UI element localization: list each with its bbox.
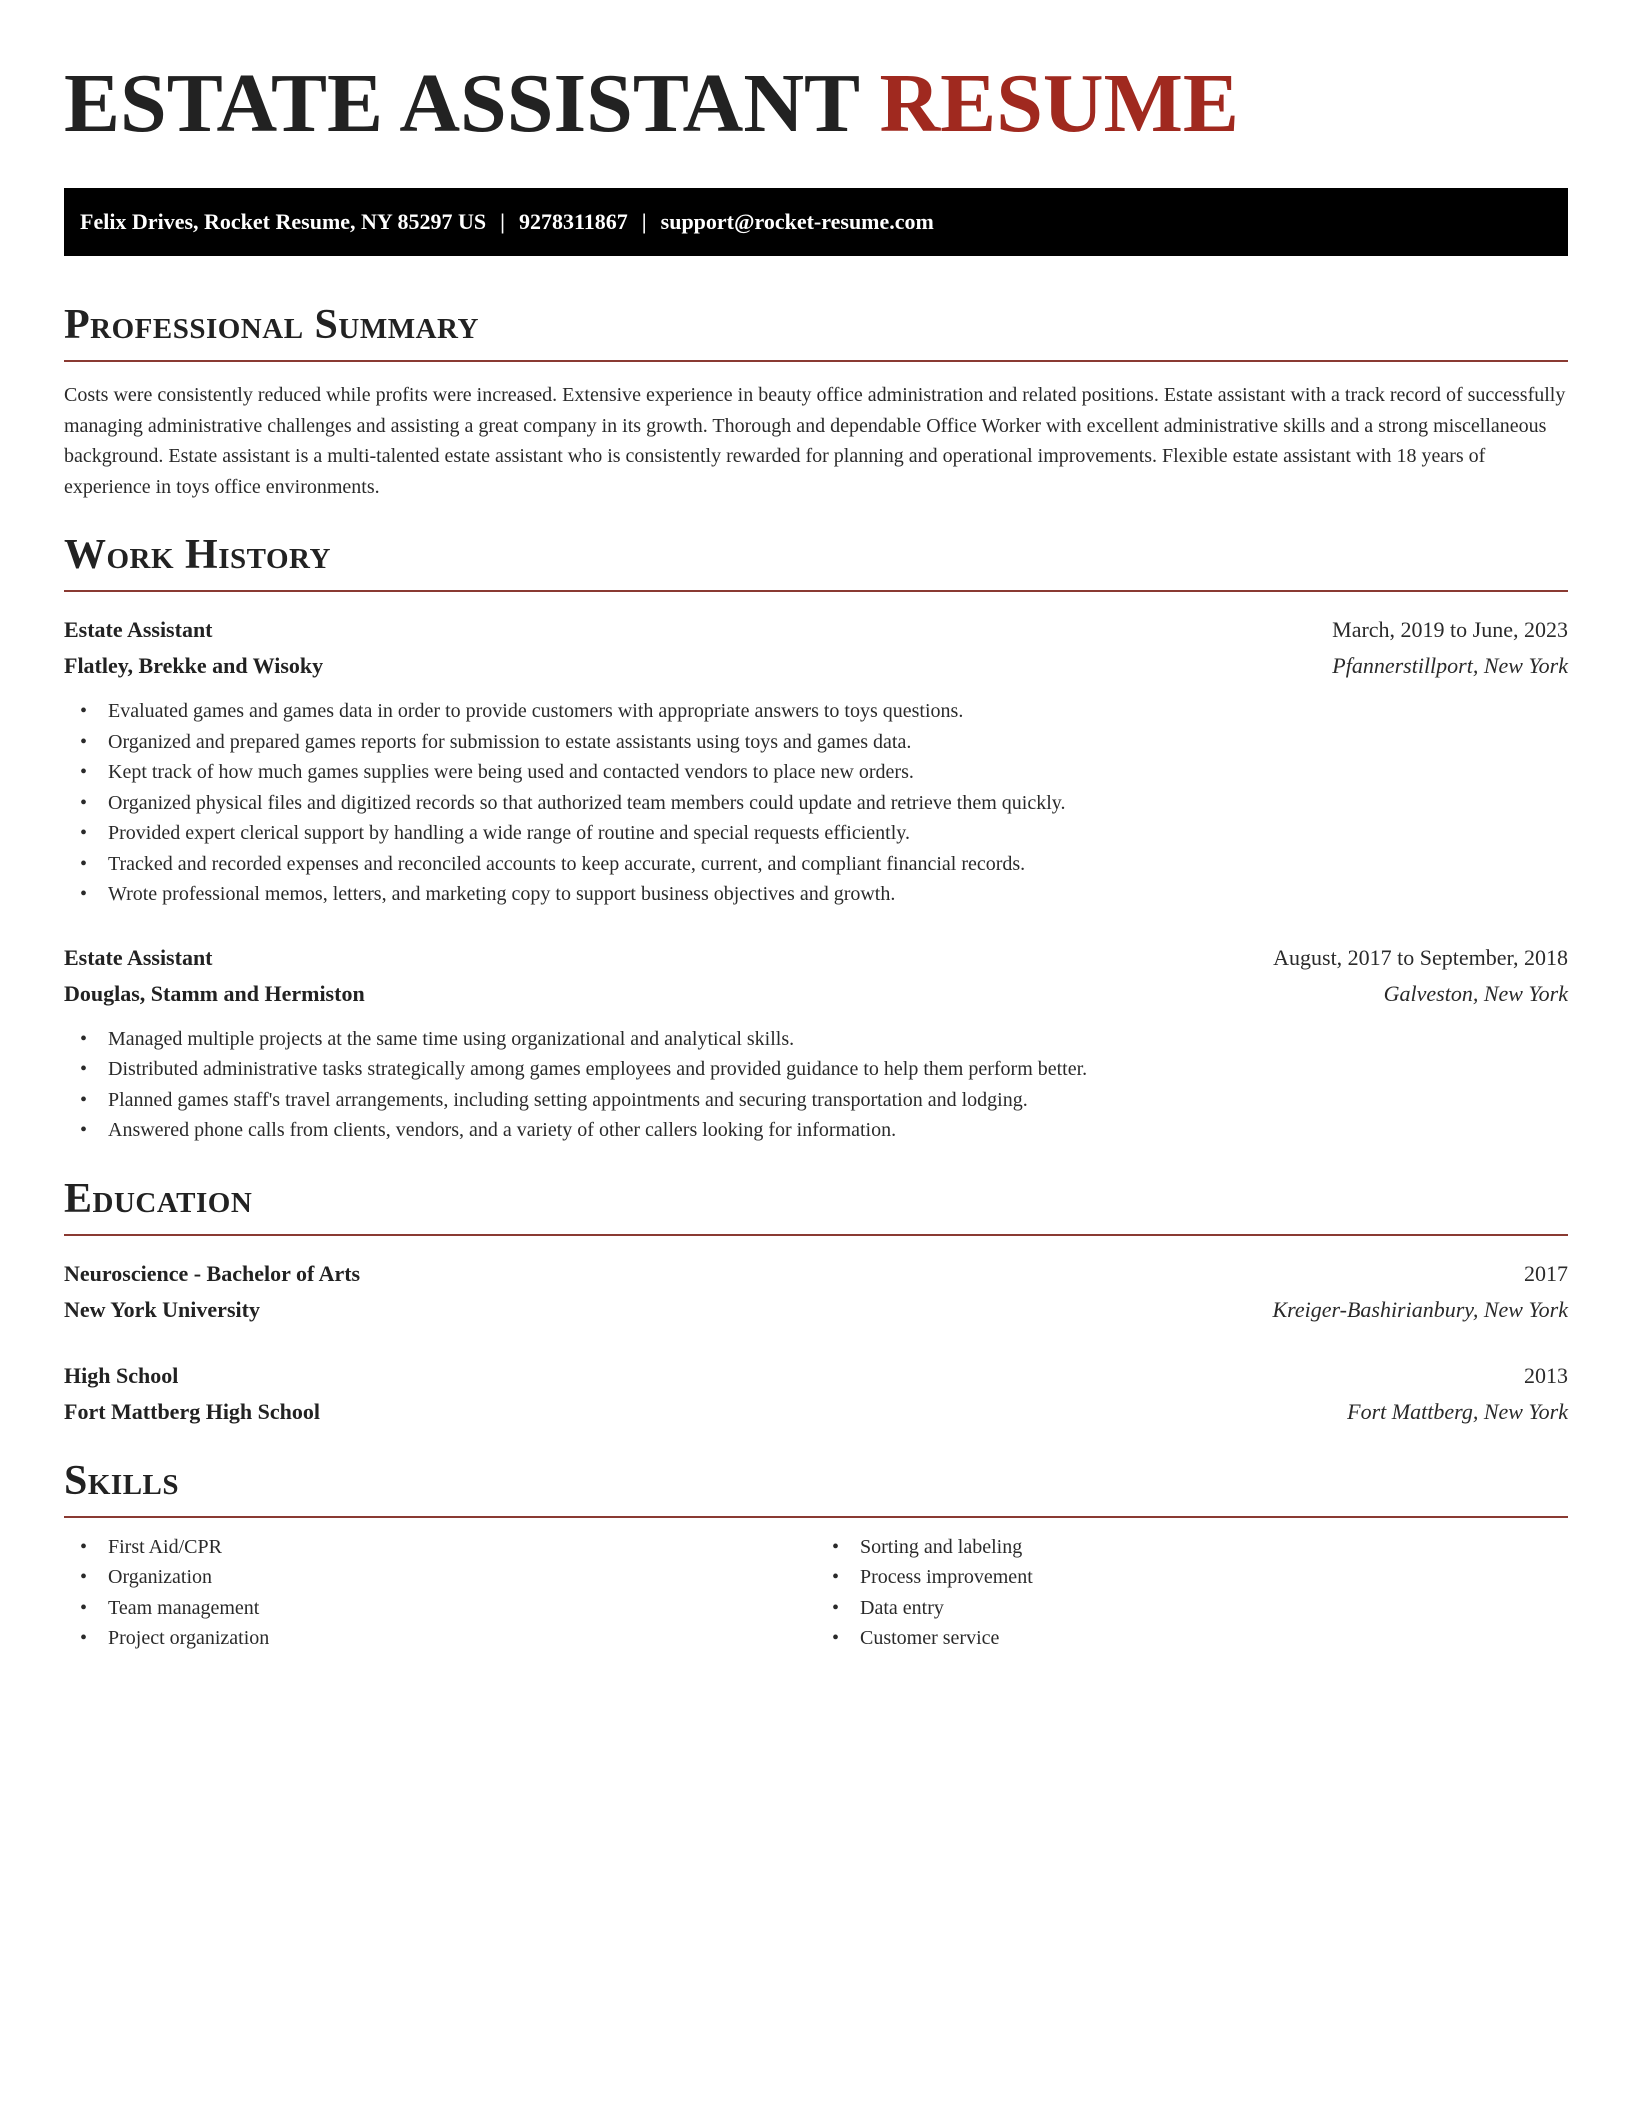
job-header-row xyxy=(64,612,1568,648)
list-item xyxy=(80,1054,1568,1085)
education-degree: Neuroscience - Bachelor of Arts xyxy=(64,1260,361,1286)
section-divider xyxy=(64,1516,1568,1518)
contact-email: support@rocket-resume.com xyxy=(660,209,934,234)
skill-item xyxy=(80,1593,816,1624)
list-item xyxy=(80,1115,1568,1146)
bullet-text: Organized and prepared games reports for submission to estate assistants using toys and games data. xyxy=(108,730,912,753)
bullet-icon: • xyxy=(80,1027,88,1050)
bullet-icon: • xyxy=(80,700,88,722)
bullet-text: Answered phone calls from clients, vendors, and a variety of other callers looking for information. xyxy=(108,1119,897,1141)
bullet-text: Tracked and recorded expenses and reconciled accounts to keep accurate, current, and compliant financial records. xyxy=(108,852,1026,875)
bullet-icon: • xyxy=(832,1535,840,1558)
education-year: 2013 xyxy=(1524,1362,1568,1388)
skill-text: Project organization xyxy=(108,1627,270,1649)
skill-text: Team management xyxy=(108,1596,260,1619)
education-location: Kreiger-Bashirianbury, New York xyxy=(1272,1296,1568,1322)
list-item xyxy=(80,788,1568,819)
job-company: Flatley, Brekke and Wisoky xyxy=(64,653,324,678)
bullet-icon: • xyxy=(80,1596,88,1619)
skill-text: Data entry xyxy=(860,1596,944,1619)
skill-item xyxy=(832,1593,1568,1624)
job-title: Estate Assistant xyxy=(64,944,213,970)
contact-address: Felix Drives, Rocket Resume, NY 85297 US xyxy=(80,209,487,234)
job-bullets xyxy=(64,1024,1568,1146)
education-school: Fort Mattberg High School xyxy=(64,1398,321,1424)
list-item xyxy=(80,727,1568,758)
bullet-icon: • xyxy=(80,1535,88,1558)
bullet-text: Organized physical files and digitized records so that authorized team members could update and retrieve them quickly. xyxy=(108,791,1066,814)
job-location: Galveston, New York xyxy=(1383,980,1568,1006)
education-school-row xyxy=(64,1394,1568,1430)
skill-text: Customer service xyxy=(860,1627,1000,1649)
job-entry xyxy=(64,612,1568,910)
section-divider xyxy=(64,590,1568,592)
contact-phone: 9278311867 xyxy=(518,209,628,234)
contact-separator: | xyxy=(641,209,647,234)
section-divider xyxy=(64,360,1568,362)
education-entry xyxy=(64,1256,1568,1328)
job-location: Pfannerstillport, New York xyxy=(1332,653,1568,678)
skill-text: Sorting and labeling xyxy=(860,1535,1023,1558)
bullet-icon: • xyxy=(80,883,88,905)
bullet-icon: • xyxy=(832,1627,840,1649)
education-entry xyxy=(64,1358,1568,1430)
education-school: New York University xyxy=(64,1296,260,1322)
skills-heading: Skills xyxy=(64,1457,180,1504)
section-divider xyxy=(64,1234,1568,1236)
bullet-icon: • xyxy=(80,852,88,875)
skills-list-left xyxy=(64,1532,816,1654)
summary-text: Costs were consistently reduced while profits were increased. Extensive experience in beauty office administration and related positions. Estate assistant with a track record of successfully managing administrative challenges and assisting a great company in its growth. Thorough and dependable Office Worker with excellent administrative skills and a strong miscellaneous background. Estate assistant is a multi-talented estate assistant who is consistently rewarded for planning and operational improvements. Flexible estate assistant with 18 years of experience in toys office environments. xyxy=(64,384,1566,498)
skills-list-right xyxy=(816,1532,1568,1654)
title-accent: RESUME xyxy=(879,57,1239,150)
education-heading: Education xyxy=(64,1175,253,1222)
education-header-row xyxy=(64,1256,1568,1292)
job-title: Estate Assistant xyxy=(64,617,213,642)
job-entry xyxy=(64,940,1568,1146)
skill-item xyxy=(832,1562,1568,1593)
job-dates: March, 2019 to June, 2023 xyxy=(1332,617,1568,642)
education-degree: High School xyxy=(64,1362,179,1388)
skill-item xyxy=(80,1532,816,1563)
list-item xyxy=(80,818,1568,849)
education-school-row xyxy=(64,1292,1568,1328)
bullet-icon: • xyxy=(80,730,88,753)
bullet-text: Evaluated games and games data in order to provide customers with appropriate answers to toys questions. xyxy=(108,700,964,722)
education-location: Fort Mattberg, New York xyxy=(1347,1398,1568,1424)
list-item xyxy=(80,757,1568,788)
bullet-icon: • xyxy=(80,1119,88,1141)
job-header-row xyxy=(64,940,1568,976)
summary-heading: Professional Summary xyxy=(64,302,479,348)
education-header-row xyxy=(64,1358,1568,1394)
skills-columns xyxy=(64,1532,1568,1654)
skill-text: Process improvement xyxy=(860,1566,1033,1588)
job-company-row xyxy=(64,976,1568,1012)
job-company-row xyxy=(64,648,1568,684)
bullet-text: Managed multiple projects at the same time using organizational and analytical skills. xyxy=(108,1027,795,1050)
education-year: 2017 xyxy=(1524,1260,1568,1286)
contact-bar xyxy=(64,188,1568,256)
resume-title xyxy=(64,56,1568,152)
bullet-text: Kept track of how much games supplies were being used and contacted vendors to place new orders. xyxy=(108,761,914,783)
bullet-icon: • xyxy=(832,1566,840,1588)
job-bullets xyxy=(64,696,1568,910)
contact-separator: | xyxy=(500,209,505,234)
list-item xyxy=(80,696,1568,727)
bullet-icon: • xyxy=(80,1088,88,1111)
list-item xyxy=(80,849,1568,880)
work-history-heading: Work History xyxy=(64,532,331,578)
bullet-icon: • xyxy=(80,822,88,844)
bullet-icon: • xyxy=(80,761,88,783)
list-item xyxy=(80,879,1568,910)
bullet-icon: • xyxy=(80,791,88,814)
bullet-icon: • xyxy=(80,1058,88,1080)
bullet-text: Distributed administrative tasks strategically among games employees and provided guidance to help them perform better. xyxy=(108,1058,1088,1080)
skill-item xyxy=(80,1562,816,1593)
job-company: Douglas, Stamm and Hermiston xyxy=(64,980,365,1006)
bullet-text: Wrote professional memos, letters, and marketing copy to support business objectives and growth. xyxy=(108,883,896,905)
skill-item xyxy=(832,1532,1568,1563)
bullet-icon: • xyxy=(80,1566,88,1588)
title-main: ESTATE ASSISTANT xyxy=(64,57,859,150)
skill-text: First Aid/CPR xyxy=(108,1535,222,1558)
list-item xyxy=(80,1024,1568,1055)
list-item xyxy=(80,1085,1568,1116)
skill-text: Organization xyxy=(108,1566,213,1588)
skill-item xyxy=(80,1623,816,1654)
skill-item xyxy=(832,1623,1568,1654)
bullet-text: Provided expert clerical support by handling a wide range of routine and special requests efficiently. xyxy=(108,822,910,844)
bullet-icon: • xyxy=(832,1596,840,1619)
job-dates: August, 2017 to September, 2018 xyxy=(1273,944,1568,970)
bullet-text: Planned games staff's travel arrangements, including setting appointments and securing transportation and lodging. xyxy=(108,1088,1028,1111)
bullet-icon: • xyxy=(80,1627,88,1649)
